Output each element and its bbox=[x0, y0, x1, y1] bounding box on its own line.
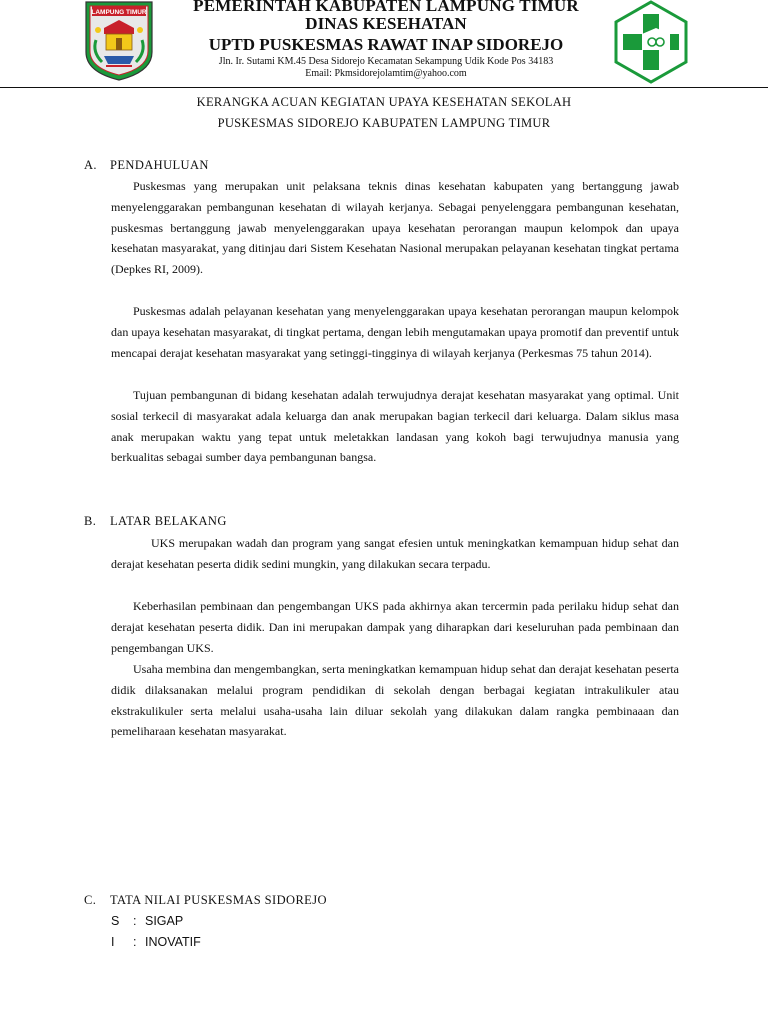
svg-text:LAMPUNG TIMUR: LAMPUNG TIMUR bbox=[91, 9, 147, 16]
document-title-line-1: KERANGKA ACUAN KEGIATAN UPAYA KESEHATAN SEKOLAH bbox=[196, 95, 572, 109]
letterhead-line-1: PEMERINTAH KABUPATEN LAMPUNG TIMUR bbox=[193, 0, 579, 15]
value-separator: : bbox=[133, 935, 137, 949]
paragraph: Usaha membina dan mengembangkan, serta meningkatkan kemampuan hidup sehat dan derajat kesehatan peserta didik dilaksanakan melalui program pendidikan di sekolah dengan berbagai kegiatan intrakulikuler atau ekstrakulikuler serta melalui usaha-usaha lain diluar sekolah yang dilakukan dalam rangka pembinaaan dan pemeliharaan kesehatan masyarakat. bbox=[111, 662, 679, 739]
puskesmas-logo bbox=[612, 0, 690, 84]
value-separator: : bbox=[133, 914, 137, 928]
section-title: LATAR BELAKANG bbox=[110, 514, 227, 528]
values-list bbox=[111, 911, 201, 953]
paragraph: Tujuan pembangunan di bidang kesehatan adalah terwujudnya derajat kesehatan masyarakat yang optimal. Unit sosial terkecil di masyarakat adala keluarga dan anak merupakan bagian terkecil dari keluarga. Dalam siklus masa anak merupakan waktu yang tepat untuk meletakkan landasan yang kokoh bagi terwujudnya manusia yang berkualitas sebagai sumber daya pembangunan bangsa. bbox=[111, 388, 679, 465]
lampung-timur-logo bbox=[82, 0, 156, 82]
value-row bbox=[111, 911, 201, 932]
document-title-line-2: PUSKESMAS SIDOREJO KABUPATEN LAMPUNG TIMUR bbox=[217, 116, 551, 130]
section-heading-c bbox=[84, 893, 327, 908]
paragraph: UKS merupakan wadah dan program yang sangat efesien untuk meningkatkan kemampuan hidup sehat dan derajat kesehatan peserta didik sedini mungkin, yang dilakukan secara terpadu. bbox=[111, 536, 679, 571]
section-number: C. bbox=[84, 893, 97, 907]
letterhead-address: Jln. Ir. Sutami KM.45 Desa Sidorejo Kecamatan Sekampung Udik Kode Pos 34183 bbox=[218, 56, 554, 67]
section-number: A. bbox=[84, 158, 97, 172]
value-key: S bbox=[111, 914, 120, 928]
value-text: INOVATIF bbox=[145, 935, 201, 949]
letterhead-line-2: DINAS KESEHATAN bbox=[305, 14, 467, 33]
value-text: SIGAP bbox=[145, 914, 184, 928]
paragraph: Keberhasilan pembinaan dan pengembangan UKS pada akhirnya akan tercermin pada perilaku hidup sehat dan derajat kesehatan peserta didik. Dan ini merupakan dampak yang diharapkan dari keseluruhan pada pembinaan dan pengembangan UKS. bbox=[111, 599, 679, 655]
paragraph: Puskesmas yang merupakan unit pelaksana teknis dinas kesehatan kabupaten yang bertanggung jawab menyelenggarakan pembangunan kesehatan di wilayah kerjanya. Sebagai penyelenggara pembangunan kesehatan, puskesmas bertanggung jawab menyelenggarakan upaya kesehatan perorangan maupun kelompok dan upaya kesehatan masyarakat, yang ditinjau dari Sistem Kesehatan Nasional merupakan pelayanan kesehatan tingkat pertama (Depkes RI, 2009). bbox=[111, 179, 679, 277]
section-heading-b bbox=[84, 514, 227, 529]
section-title: PENDAHULUAN bbox=[110, 158, 209, 172]
letterhead-line-3: UPTD PUSKESMAS RAWAT INAP SIDOREJO bbox=[208, 35, 564, 54]
letterhead bbox=[160, 0, 612, 80]
letterhead-email: Email: Pkmsidorejolamtim@yahoo.com bbox=[305, 68, 467, 79]
paragraph: Puskesmas adalah pelayanan kesehatan yang menyelenggarakan upaya kesehatan perorangan maupun kelompok dan upaya kesehatan masyarakat, di tingkat pertama, dengan lebih mengutamakan upaya promotif dan preventif untuk mencapai derajat kesehatan masyarakat yang setinggi-tingginya di wilayah kerjanya (Perkesmas 75 tahun 2014). bbox=[111, 304, 679, 360]
value-key: I bbox=[111, 935, 115, 949]
section-title: TATA NILAI PUSKESMAS SIDOREJO bbox=[110, 893, 327, 907]
value-row bbox=[111, 932, 201, 953]
letterhead-divider bbox=[0, 87, 768, 88]
section-number: B. bbox=[84, 514, 97, 528]
section-heading-a bbox=[84, 158, 209, 173]
